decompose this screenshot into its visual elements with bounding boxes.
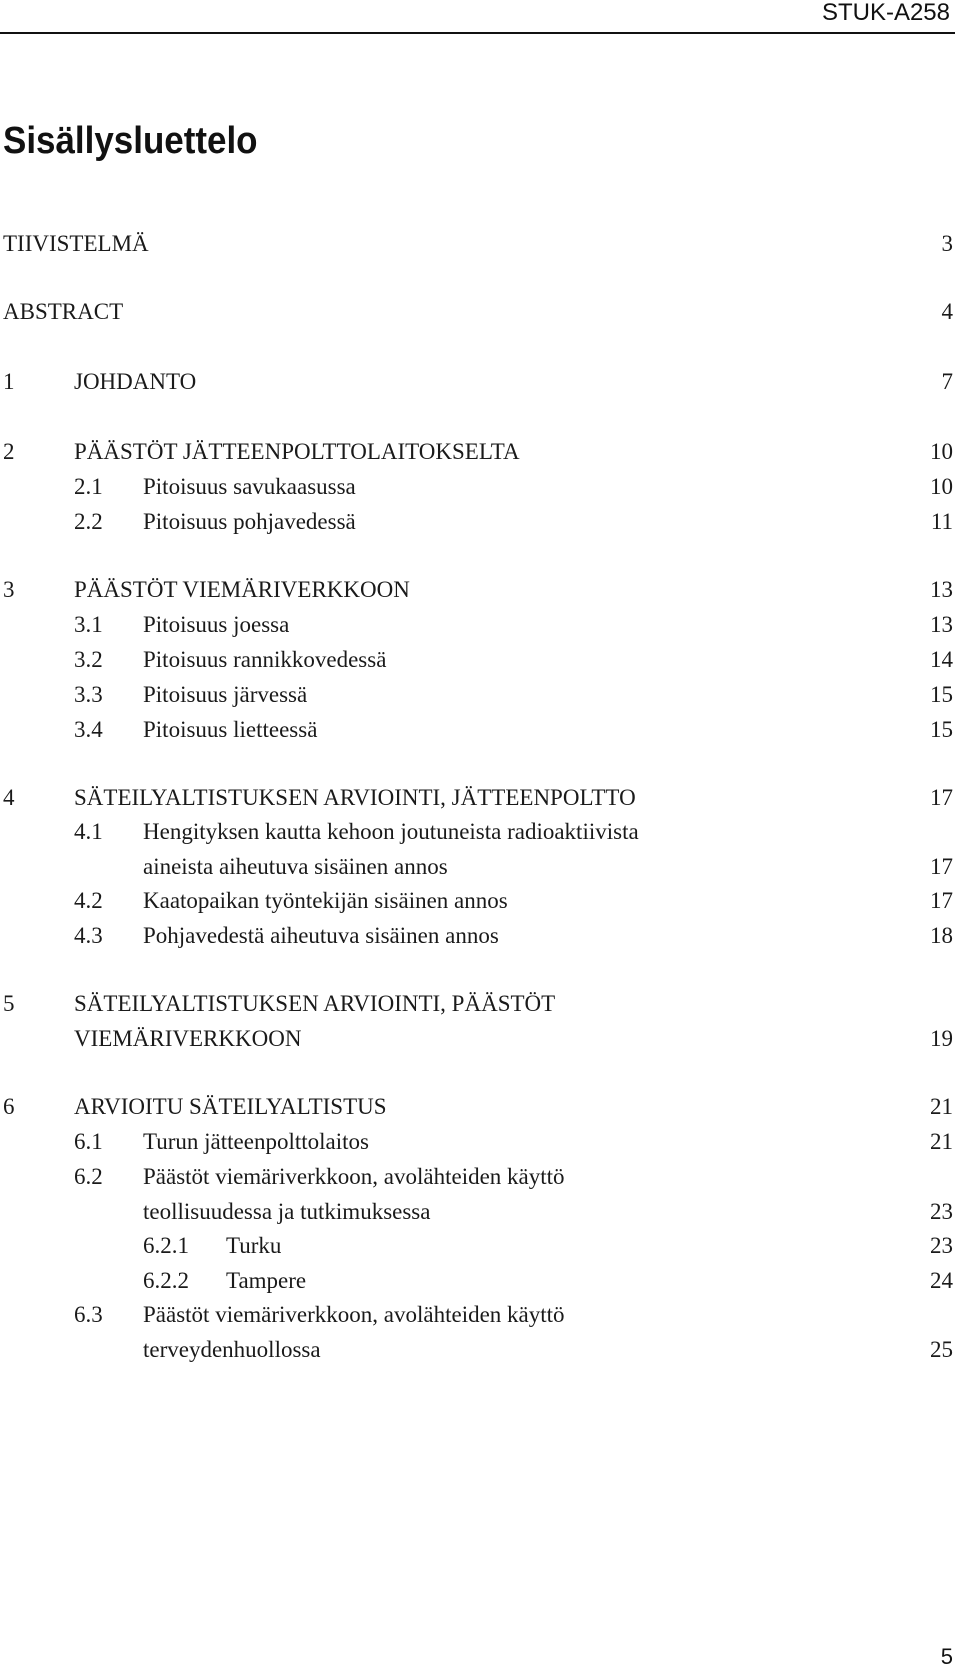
toc-entry-title: SÄTEILYALTISTUKSEN ARVIOINTI, PÄÄSTÖT — [74, 991, 556, 1016]
toc-entry-title: PÄÄSTÖT JÄTTEENPOLTTOLAITOKSELTA — [74, 439, 520, 464]
toc-entry[interactable] — [0, 780, 960, 816]
toc-entry-number: 6.3 — [74, 1302, 103, 1327]
toc-entry-page: 17 — [930, 888, 953, 913]
toc-entry-page: 19 — [930, 1026, 953, 1051]
toc-entry-page: 3 — [941, 231, 953, 256]
toc-entry-number: 6.2.1 — [143, 1233, 189, 1258]
toc-entry-number: 2 — [3, 439, 15, 464]
toc-entry-page: 15 — [930, 717, 953, 742]
toc-entry-page: 7 — [941, 369, 953, 394]
toc-entry-title: JOHDANTO — [74, 369, 197, 394]
toc-entry-title: ARVIOITU SÄTEILYALTISTUS — [74, 1094, 387, 1119]
toc-entry-title: teollisuudessa ja tutkimuksessa — [143, 1199, 431, 1224]
toc-entry-number: 3.2 — [74, 647, 103, 672]
toc-entry[interactable] — [0, 883, 960, 919]
toc-entry[interactable] — [0, 1159, 960, 1195]
toc-entry[interactable] — [0, 918, 960, 954]
toc-entry-title: TIIVISTELMÄ — [3, 231, 149, 256]
toc-entry-title: PÄÄSTÖT VIEMÄRIVERKKOON — [74, 577, 410, 602]
toc-entry-number: 5 — [3, 991, 15, 1016]
toc-entry-number: 4.3 — [74, 923, 103, 948]
toc-entry-page: 18 — [930, 923, 953, 948]
toc-entry-number: 4.1 — [74, 819, 103, 844]
toc-entry-title: Pitoisuus savukaasussa — [143, 474, 356, 499]
toc-entry[interactable] — [0, 1263, 960, 1299]
toc-entry[interactable] — [0, 849, 960, 885]
toc-entry-number: 6.1 — [74, 1129, 103, 1154]
toc-entry[interactable] — [0, 712, 960, 748]
toc-entry[interactable] — [0, 1332, 960, 1368]
toc-entry[interactable] — [0, 1297, 960, 1333]
toc-entry-number: 4 — [3, 785, 15, 810]
toc-entry-title: Päästöt viemäriverkkoon, avolähteiden käyttö — [143, 1164, 565, 1189]
toc-entry-page: 25 — [930, 1337, 953, 1362]
toc-entry-title: Pitoisuus järvessä — [143, 682, 308, 707]
toc-entry-title: SÄTEILYALTISTUKSEN ARVIOINTI, JÄTTEENPOLTTO — [74, 785, 636, 810]
toc-entry[interactable] — [0, 364, 960, 400]
toc-entry-title: Pohjavedestä aiheutuva sisäinen annos — [143, 923, 499, 948]
toc-entry-title: VIEMÄRIVERKKOON — [74, 1026, 302, 1051]
toc-entry-title: Päästöt viemäriverkkoon, avolähteiden käyttö — [143, 1302, 565, 1327]
toc-entry-title: ABSTRACT — [3, 299, 124, 324]
toc-entry-page: 4 — [941, 299, 953, 324]
toc-entry-page: 10 — [930, 474, 953, 499]
toc-entry-number: 3.4 — [74, 717, 103, 742]
toc-entry-title: Turku — [226, 1233, 282, 1258]
toc-entry-number: 2.2 — [74, 509, 103, 534]
toc-entry-title: Hengityksen kautta kehoon joutuneista radioaktiivista — [143, 819, 639, 844]
toc-entry-number: 4.2 — [74, 888, 103, 913]
toc-entry-title: aineista aiheutuva sisäinen annos — [143, 854, 448, 879]
toc-entry-number: 3.3 — [74, 682, 103, 707]
toc-entry-page: 21 — [930, 1129, 953, 1154]
toc-entry-title: Pitoisuus pohjavedessä — [143, 509, 356, 534]
toc-entry-page: 14 — [930, 647, 953, 672]
toc-entry-page: 21 — [930, 1094, 953, 1119]
toc-entry[interactable] — [0, 677, 960, 713]
toc-entry-title: Kaatopaikan työntekijän sisäinen annos — [143, 888, 508, 913]
page-header — [0, 0, 955, 34]
page-number: 5 — [940, 1644, 953, 1669]
toc-entry-page: 10 — [930, 439, 953, 464]
toc-entry-page: 15 — [930, 682, 953, 707]
toc-entry-page: 24 — [930, 1268, 953, 1293]
toc-entry[interactable] — [0, 504, 960, 540]
toc-entry[interactable] — [0, 1228, 960, 1264]
toc-entry[interactable] — [0, 814, 960, 850]
toc-entry-number: 6.2.2 — [143, 1268, 189, 1293]
header-rule — [0, 32, 955, 34]
toc-entry-number: 1 — [3, 369, 15, 394]
toc-entry[interactable] — [0, 1124, 960, 1160]
toc-entry-number: 3.1 — [74, 612, 103, 637]
toc-entry[interactable] — [0, 572, 960, 608]
toc-entry-title: Tampere — [226, 1268, 307, 1293]
toc-entry-title: Turun jätteenpolttolaitos — [143, 1129, 369, 1154]
toc-entry-title: Pitoisuus joessa — [143, 612, 290, 637]
toc-entry-title: Pitoisuus lietteessä — [143, 717, 318, 742]
toc-entry-title: terveydenhuollossa — [143, 1337, 321, 1362]
toc-entry-page: 11 — [930, 509, 953, 534]
toc-entry[interactable] — [0, 607, 960, 643]
toc-entry-number: 2.1 — [74, 474, 103, 499]
toc-entry-page: 13 — [930, 577, 953, 602]
toc-entry[interactable] — [0, 986, 960, 1022]
toc-entry-number: 6.2 — [74, 1164, 103, 1189]
toc-entry-page: 23 — [930, 1233, 953, 1258]
toc-entry[interactable] — [0, 226, 960, 262]
toc-entry-number: 6 — [3, 1094, 15, 1119]
toc-entry[interactable] — [0, 642, 960, 678]
toc-entry-page: 17 — [930, 785, 953, 810]
toc-entry[interactable] — [0, 1021, 960, 1057]
toc-entry-page: 13 — [930, 612, 953, 637]
toc-entry[interactable] — [0, 434, 960, 470]
toc-entry[interactable] — [0, 469, 960, 505]
document-id: STUK-A258 — [821, 0, 950, 26]
page-title: Sisällysluettelo — [3, 120, 258, 162]
toc-entry[interactable] — [0, 1089, 960, 1125]
toc-entry-page: 23 — [930, 1199, 953, 1224]
toc-entry-number: 3 — [3, 577, 15, 602]
toc-entry[interactable] — [0, 294, 960, 330]
toc-entry-title: Pitoisuus rannikkovedessä — [143, 647, 387, 672]
toc-entry[interactable] — [0, 1194, 960, 1230]
toc-entry-page: 17 — [930, 854, 953, 879]
